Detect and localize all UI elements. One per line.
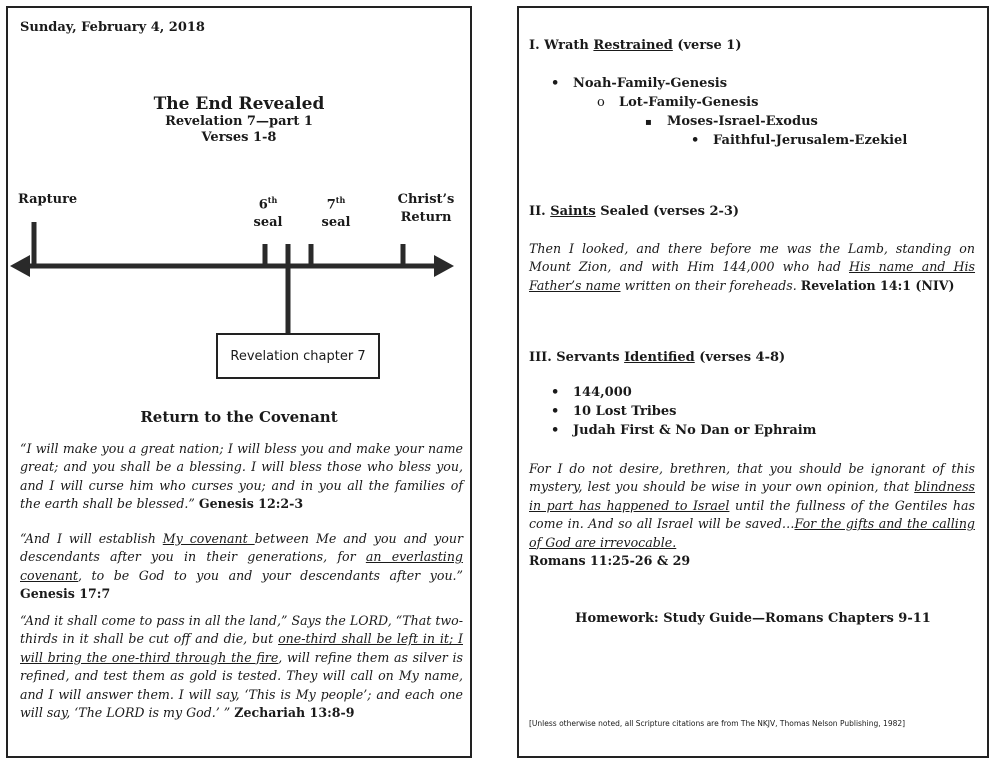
section-3-post: (verses 4-8) xyxy=(694,350,786,365)
bullet-marker: ▪ xyxy=(645,117,652,128)
covenant-heading: Return to the Covenant xyxy=(140,408,338,426)
romans-11-quote xyxy=(529,460,975,570)
bullet-marker: • xyxy=(551,76,560,91)
date: Sunday, February 4, 2018 xyxy=(20,20,205,35)
rev14-text-b: written on their foreheads. xyxy=(620,277,797,293)
list-item-text: Faithful-Jerusalem-Ezekiel xyxy=(713,133,908,148)
section-2-post: Sealed (verses 2-3) xyxy=(595,204,740,219)
timeline-label-rapture: Rapture xyxy=(18,192,78,207)
list-item-text: Moses-Israel-Exodus xyxy=(667,114,818,129)
rom11-ref: Romans 11:25-26 & 29 xyxy=(529,553,691,569)
seal6-word: seal xyxy=(253,215,283,231)
seal7-suffix: th xyxy=(335,195,346,205)
list-item-text: 10 Lost Tribes xyxy=(573,404,677,419)
rom11-underline-1: blindness in part has happened to Israel xyxy=(529,479,975,513)
seal6-number: 6 xyxy=(258,197,268,213)
bullet-marker: o xyxy=(597,95,605,110)
seal7-word: seal xyxy=(321,215,351,231)
revelation-14-quote xyxy=(529,240,975,295)
list-item-text: 144,000 xyxy=(573,385,632,400)
right-page xyxy=(517,6,989,758)
seal7-number: 7 xyxy=(326,197,336,213)
zechariah-text-a: “And it shall come to pass in all the land,” Says the LORD, “That two-thirds in it shall be cut off and die, but xyxy=(20,613,463,647)
section-3-pre: III. Servants xyxy=(529,350,625,365)
left-page xyxy=(6,6,472,758)
rom11-text-a: For I do not desire, brethren, that you should be ignorant of this mystery, lest you should be wise in your own opinion, that xyxy=(529,461,975,495)
list-item xyxy=(691,133,907,148)
genesis-17-underline-1: My covenant xyxy=(162,531,255,546)
genesis-17-underline-2: an everlasting covenant xyxy=(20,549,463,583)
rev14-underline: His name and His Father’s name xyxy=(529,259,976,293)
list-item-text: Judah First & No Dan or Ephraim xyxy=(573,423,817,438)
section-3-heading xyxy=(529,350,785,365)
section-3-keyword: Identified xyxy=(624,350,695,365)
timeline-arrow-left xyxy=(10,255,30,277)
seal6-suffix: th xyxy=(267,195,278,205)
genesis-17-text-b: between Me and you and your descendants after you in their generations, for xyxy=(20,531,463,565)
genesis-17-quote xyxy=(20,530,463,604)
rev14-text-a: Then I looked, and there before me was the Lamb, standing on Mount Zion, and with Him 144,000 who had xyxy=(529,241,975,275)
zechariah-text-b: , will refine them as silver is refined, and test them as gold is tested. They will call on My name, and I will answer them. I will say, ‘This is My people’; and each one will say, ‘The LORD is my God.’ ” xyxy=(20,649,463,721)
revelation-chapter-callout: Revelation chapter 7 xyxy=(216,333,380,379)
section-1-keyword: Restrained xyxy=(593,38,673,53)
rom11-text-b: until the fullness of the Gentiles has come in. And so all Israel will be saved… xyxy=(529,497,975,532)
list-item-text: Lot-Family-Genesis xyxy=(619,95,759,110)
zechariah-quote xyxy=(20,612,463,722)
timeline-arrow-right xyxy=(434,255,454,277)
genesis-17-text-a: “And I will establish xyxy=(20,531,163,546)
rom11-underline-2: For the gifts and the calling of God are irrevocable. xyxy=(529,516,975,550)
list-item xyxy=(645,114,818,129)
genesis-12-ref: Genesis 12:2-3 xyxy=(198,496,304,512)
genesis-17-text-c: , to be God to you and your descendants after you.” xyxy=(78,567,463,583)
section-1-pre: I. Wrath xyxy=(529,38,594,53)
rev14-ref: Revelation 14:1 (NIV) xyxy=(800,277,955,293)
bullet-marker: • xyxy=(691,133,700,148)
section-1-post: (verse 1) xyxy=(672,38,742,53)
homework: Homework: Study Guide—Romans Chapters 9-11 xyxy=(575,611,931,626)
christs-line2: Return xyxy=(400,210,452,225)
section-2-heading xyxy=(529,204,739,219)
subtitle: Revelation 7—part 1 xyxy=(165,114,313,129)
verses: Verses 1-8 xyxy=(201,130,277,145)
christs-line1: Christ’s xyxy=(397,192,455,207)
genesis-12-quote xyxy=(20,440,463,514)
list-item xyxy=(551,76,727,91)
list-item-text: Noah-Family-Genesis xyxy=(573,76,728,91)
section-1-heading xyxy=(529,38,742,53)
list-item: • 144,000 xyxy=(551,385,632,400)
list-item: • Judah First & No Dan or Ephraim xyxy=(551,423,817,438)
genesis-17-ref: Genesis 17:7 xyxy=(20,586,111,602)
section-2-keyword: Saints xyxy=(550,204,596,219)
zechariah-ref: Zechariah 13:8-9 xyxy=(234,705,355,721)
list-item xyxy=(597,95,758,110)
footnote: [Unless otherwise noted, all Scripture citations are from The NKJV, Thomas Nelson Publishing, 1982] xyxy=(529,719,906,728)
timeline-diagram xyxy=(8,8,470,348)
zechariah-underline: one-third shall be left in it; I will bring the one-third through the fire xyxy=(20,631,463,665)
list-item: • 10 Lost Tribes xyxy=(551,404,677,419)
section-2-pre: II. xyxy=(529,204,551,219)
page-title: The End Revealed xyxy=(153,94,325,114)
genesis-12-text: “I will make you a great nation; I will bless you and make your name great; and you shall be a blessing. I will bless those who bless you, and I will curse him who curses you; and in you all the families of the earth shall be blessed.” xyxy=(20,441,463,512)
